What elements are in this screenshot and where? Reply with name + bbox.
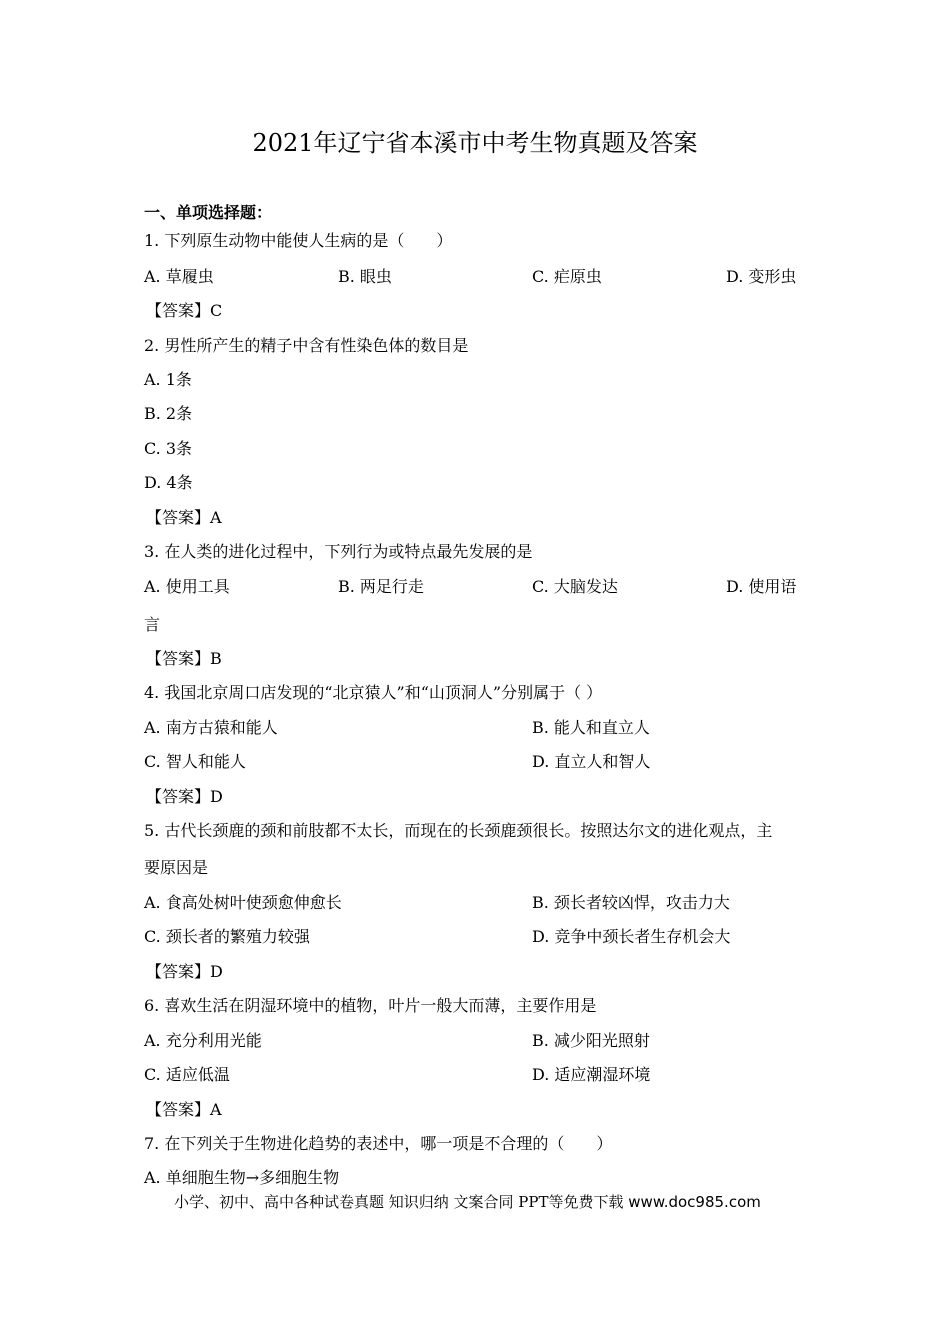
question-2-option-c: C. 3条 <box>144 439 193 458</box>
question-4-option-b: B. 能人和直立人 <box>532 718 650 737</box>
question-3-option-d: D. 使用语 <box>726 577 797 596</box>
question-5-stem: 5. 古代长颈鹿的颈和前肢都不太长，而现在的长颈鹿颈很长。按照达尔文的进化观点，主 <box>144 821 773 840</box>
question-1-option-a: A. 草履虫 <box>144 267 214 286</box>
question-3-option-d-continued: 言 <box>144 615 161 634</box>
footer-url[interactable]: www.doc985.com <box>628 1193 761 1211</box>
question-7-stem: 7. 在下列关于生物进化趋势的表述中，哪一项是不合理的（ ） <box>144 1134 613 1153</box>
question-4-option-a: A. 南方古猿和能人 <box>144 718 278 737</box>
question-6-option-b: B. 减少阳光照射 <box>532 1031 650 1050</box>
question-2-stem: 2. 男性所产生的精子中含有性染色体的数目是 <box>144 336 469 355</box>
question-4-option-d: D. 直立人和智人 <box>532 752 651 771</box>
question-1-option-c: C. 疟原虫 <box>532 267 602 286</box>
question-5-option-a: A. 食高处树叶使颈愈伸愈长 <box>144 893 342 912</box>
question-2-option-b: B. 2条 <box>144 404 193 423</box>
question-1-stem: 1. 下列原生动物中能使人生病的是（ ） <box>144 231 453 250</box>
question-5-option-b: B. 颈长者较凶悍，攻击力大 <box>532 893 730 912</box>
question-4-stem: 4. 我国北京周口店发现的“北京猿人”和“山顶洞人”分别属于（ ） <box>144 683 603 702</box>
question-2-option-a: A. 1条 <box>144 370 192 389</box>
question-3-option-b: B. 两足行走 <box>338 577 424 596</box>
question-6-option-d: D. 适应潮湿环境 <box>532 1065 651 1084</box>
question-5-stem-continued: 要原因是 <box>144 858 209 877</box>
question-5-option-d: D. 竞争中颈长者生存机会大 <box>532 927 731 946</box>
question-5-option-c: C. 颈长者的繁殖力较强 <box>144 927 310 946</box>
question-6-option-c: C. 适应低温 <box>144 1065 230 1084</box>
question-7-option-a: A. 单细胞生物→多细胞生物 <box>144 1168 340 1187</box>
question-6-stem: 6. 喜欢生活在阴湿环境中的植物，叶片一般大而薄，主要作用是 <box>144 996 597 1015</box>
question-3-option-c: C. 大脑发达 <box>532 577 618 596</box>
question-4-answer: 【答案】D <box>146 787 223 806</box>
question-2-answer: 【答案】A <box>146 508 222 527</box>
question-3-stem: 3. 在人类的进化过程中，下列行为或特点最先发展的是 <box>144 542 533 561</box>
section-heading: 一、单项选择题： <box>144 203 273 222</box>
question-1-option-d: D. 变形虫 <box>726 267 797 286</box>
question-6-answer: 【答案】A <box>146 1100 222 1119</box>
question-6-option-a: A. 充分利用光能 <box>144 1031 262 1050</box>
page-footer <box>174 1192 761 1212</box>
question-1-answer: 【答案】C <box>146 301 223 320</box>
question-3-option-a: A. 使用工具 <box>144 577 230 596</box>
question-3-answer: 【答案】B <box>146 649 222 668</box>
question-4-option-c: C. 智人和能人 <box>144 752 246 771</box>
footer-text: 小学、初中、高中各种试卷真题 知识归纳 文案合同 PPT等免费下载 <box>174 1193 624 1211</box>
page-title: 2021年辽宁省本溪市中考生物真题及答案 <box>252 129 698 157</box>
question-2-option-d: D. 4条 <box>144 473 193 492</box>
question-1-option-b: B. 眼虫 <box>338 267 392 286</box>
question-5-answer: 【答案】D <box>146 962 223 981</box>
